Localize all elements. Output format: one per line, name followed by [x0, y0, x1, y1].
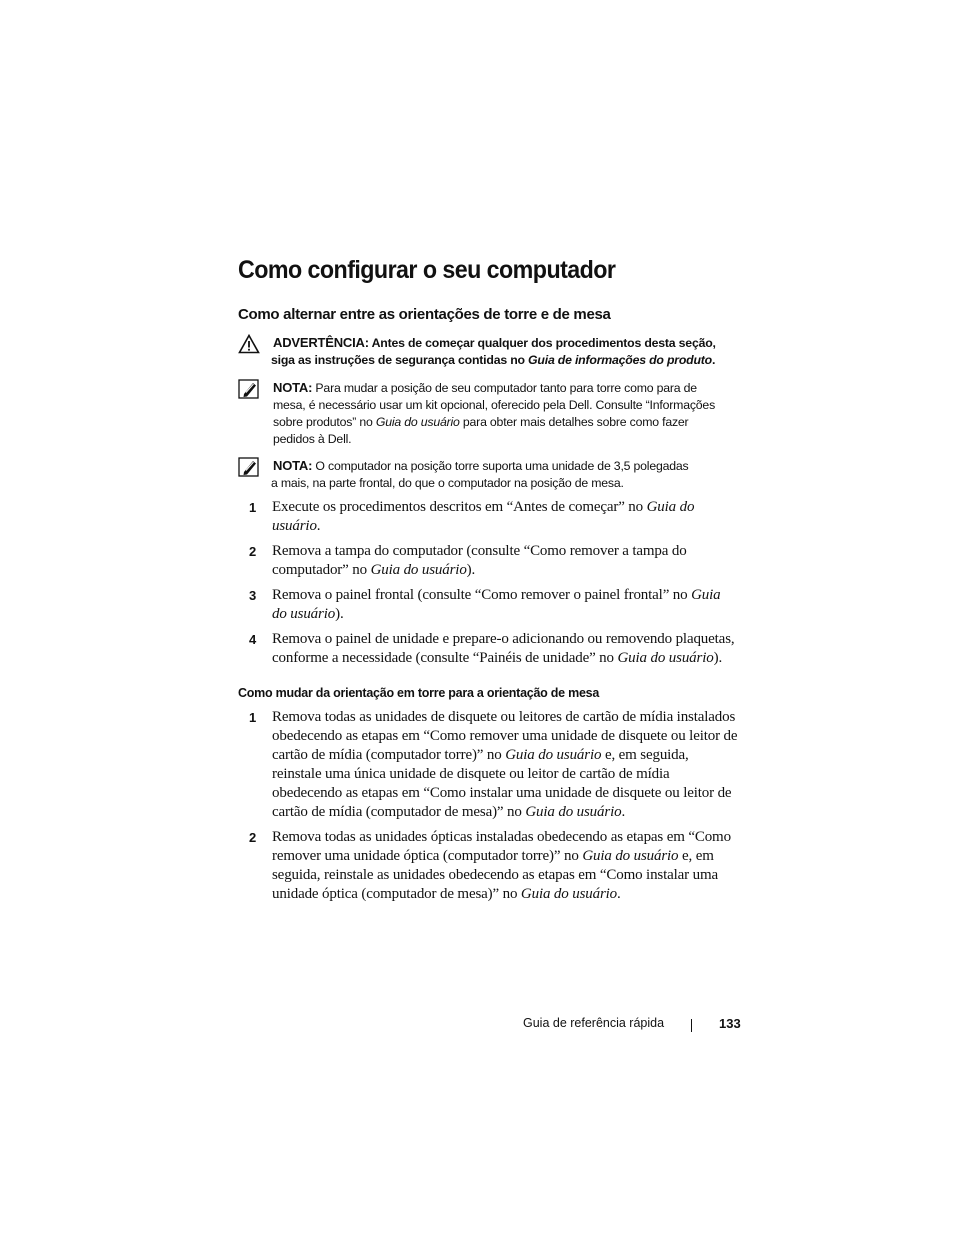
warning-text-end: .	[711, 353, 716, 367]
note-text-line: pedidos à Dell.	[273, 432, 352, 446]
page-number: 133	[719, 1016, 741, 1031]
step-text-end: .	[621, 804, 626, 820]
note-label: NOTA:	[273, 458, 313, 473]
list-item	[238, 542, 738, 580]
warning-text-2: siga as instruções de segurança contidas no	[271, 353, 525, 367]
step-italic: Guia do usuário	[520, 886, 618, 902]
note-text-line: para obter mais detalhes sobre como fazer	[462, 415, 689, 429]
step-italic: Guia do usuário	[272, 499, 695, 534]
note-text-line: O computador na posição torre suporta uma unidade de 3,5 polegadas	[315, 459, 689, 473]
steps-list	[238, 708, 738, 904]
warning-triangle-icon	[238, 334, 260, 354]
note-text-italic: Guia do usuário	[375, 415, 460, 429]
footer-separator	[691, 1019, 692, 1032]
warning-notice	[238, 334, 738, 369]
warning-label: ADVERTÊNCIA:	[273, 335, 369, 350]
step-text: e, em seguida, reinstale uma única unidade de disquete ou leitor de cartão de mídia obedecendo as etapas em “Como instalar uma unidade de disquete ou leitor de cartão de mídia (computador de mesa)” no	[272, 747, 732, 820]
step-text: Remova o painel frontal (consulte “Como remover o painel frontal” no	[272, 587, 688, 603]
subsection-heading: Como mudar da orientação em torre para a orientação de mesa	[238, 686, 600, 700]
step-number: 1	[249, 500, 257, 515]
note-text-line: a mais, na parte frontal, do que o computador na posição de mesa.	[271, 476, 624, 490]
page-title: Como configurar o seu computador	[238, 256, 616, 284]
step-text-end: .	[316, 518, 321, 534]
step-text: Remova todas as unidades de disquete ou leitores de cartão de mídia instalados obedecendo as etapas em “Como remover uma unidade de disquete ou leitor de cartão de mídia (computador torre)” no	[272, 709, 738, 763]
step-number: 1	[249, 710, 257, 725]
list-item	[238, 498, 738, 536]
list-item	[238, 630, 738, 668]
step-number: 2	[249, 544, 257, 559]
list-item	[238, 586, 738, 624]
step-text: Remova a tampa do computador (consulte “Como remover a tampa do computador” no	[272, 543, 687, 578]
step-italic: Guia do usuário	[617, 650, 714, 666]
step-italic: Guia do usuário	[370, 562, 467, 578]
note-text-line: mesa, é necessário usar um kit opcional, oferecido pela Dell. Consulte “Informações	[273, 398, 716, 412]
warning-text-italic: Guia de informações do produto	[528, 353, 712, 367]
step-text-end: ).	[335, 606, 344, 622]
step-italic: Guia do usuário	[505, 747, 602, 763]
step-text: Execute os procedimentos descritos em “Antes de começar” no	[272, 499, 644, 515]
list-item	[238, 708, 738, 822]
step-text-end: ).	[713, 650, 723, 666]
note-notice	[238, 457, 738, 492]
step-text: Remova todas as unidades ópticas instaladas obedecendo as etapas em “Como remover uma unidade óptica (computador torre)” no	[272, 829, 731, 864]
note-pencil-icon	[238, 457, 260, 477]
step-text: e, em seguida, reinstale as unidades obedecendo as etapas em “Como instalar uma unidade óptica (computador de mesa)” no	[272, 848, 718, 902]
step-number: 2	[249, 830, 257, 845]
step-text: Remova o painel de unidade e prepare-o adicionando ou removendo plaquetas, conforme a necessidade (consulte “Painéis de unidade” no	[272, 631, 735, 666]
step-text-end: ).	[466, 562, 476, 578]
note-label: NOTA:	[273, 380, 313, 395]
note-notice	[238, 379, 738, 448]
step-italic: Guia do usuário	[525, 804, 622, 820]
list-item	[238, 828, 738, 904]
note-text-line: sobre produtos” no	[273, 415, 373, 429]
step-number: 4	[249, 632, 257, 647]
steps-list	[238, 498, 738, 668]
step-number: 3	[249, 588, 257, 603]
note-text-line: Para mudar a posição de seu computador tanto para torre como para de	[315, 381, 697, 395]
step-italic: Guia do usuário	[582, 848, 679, 864]
step-italic: Guia do usuário	[272, 587, 721, 622]
step-text-end: .	[617, 886, 621, 902]
section-heading: Como alternar entre as orientações de torre e de mesa	[238, 306, 611, 323]
note-pencil-icon	[238, 379, 260, 399]
footer-title: Guia de referência rápida	[523, 1016, 665, 1030]
warning-text: Antes de começar qualquer dos procedimentos desta seção,	[371, 336, 716, 350]
